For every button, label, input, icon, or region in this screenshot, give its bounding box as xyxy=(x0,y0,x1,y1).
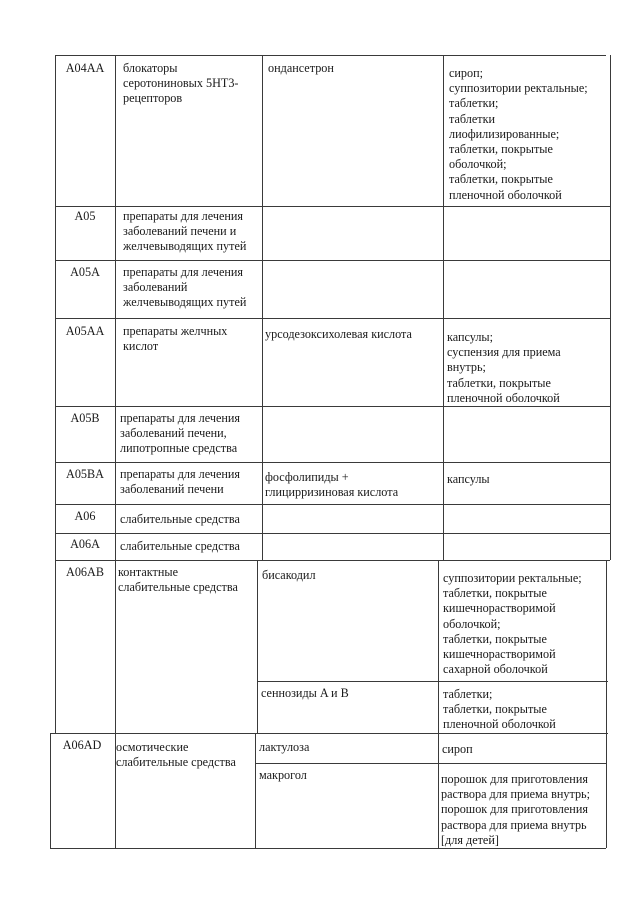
substance-cell: лактулоза xyxy=(259,740,310,754)
column-divider xyxy=(115,55,116,848)
atc-code-cell: A04AA xyxy=(65,61,105,75)
row-divider xyxy=(55,318,610,319)
substance-cell: урсодезоксихолевая кислота xyxy=(265,327,412,341)
pharmacological-group-cell: слабительные средства xyxy=(120,539,240,553)
dosage-form-cell: капсулы; суспензия для приема внутрь; таблетки, покрытые пленочной оболочкой xyxy=(447,330,561,405)
row-divider xyxy=(55,533,610,534)
pharmacological-group-cell: контактные слабительные средства xyxy=(118,565,238,595)
substance-cell: фосфолипиды + глицирризиновая кислота xyxy=(265,470,399,500)
dosage-form-cell: суппозитории ректальные; таблетки, покрытые кишечнорастворимой оболочкой; таблетки, покрытые кишечнорастворимой сахарной оболочкой xyxy=(443,571,582,677)
pharmacological-group-cell: препараты для лечения заболеваний печени xyxy=(120,467,241,497)
pharmacological-group-cell: препараты желчных кислот xyxy=(123,324,228,354)
table-border-right xyxy=(610,55,611,560)
pharmacological-group-cell: слабительные средства xyxy=(120,512,240,526)
atc-code-cell: A06AB xyxy=(66,565,104,579)
atc-code-cell: A05B xyxy=(70,411,100,425)
table-border-bottom xyxy=(50,848,606,849)
row-divider xyxy=(55,260,610,261)
table-border-left xyxy=(55,55,56,733)
atc-code-cell: A06AD xyxy=(62,738,102,752)
subrow-divider xyxy=(255,763,606,764)
atc-code-cell: A05 xyxy=(74,209,96,223)
atc-code-cell: A05AA xyxy=(65,324,105,338)
dosage-form-cell: сироп; суппозитории ректальные; таблетки; таблетки лиофилизированные; таблетки, покрытые оболочкой; таблетки, покрытые пленочной оболочкой xyxy=(449,66,588,202)
column-divider xyxy=(257,560,258,733)
dosage-form-cell: таблетки; таблетки, покрытые пленочной оболочкой xyxy=(443,687,556,732)
substance-cell: сеннозиды A и B xyxy=(261,686,349,700)
column-divider xyxy=(262,55,263,560)
row-divider xyxy=(55,560,610,561)
dosage-form-cell: капсулы xyxy=(447,472,490,486)
substance-cell: бисакодил xyxy=(262,568,316,582)
column-divider xyxy=(438,560,439,848)
column-divider xyxy=(255,733,256,848)
dosage-form-cell: сироп xyxy=(442,742,473,756)
dosage-form-cell: порошок для приготовления раствора для приема внутрь; порошок для приготовления раствора для приема внутрь [для детей] xyxy=(441,772,591,847)
substance-cell: макрогол xyxy=(259,768,307,782)
atc-code-cell: A06A xyxy=(70,537,100,551)
table-border-right xyxy=(606,560,607,848)
pharmacological-group-cell: препараты для лечения заболеваний печени и желчевыводящих путей xyxy=(123,209,247,254)
atc-code-cell: A05BA xyxy=(66,467,104,481)
row-divider xyxy=(55,462,610,463)
pharmacological-group-cell: препараты для лечения заболеваний печени, липотропные средства xyxy=(120,411,241,456)
atc-code-cell: A06 xyxy=(74,509,96,523)
row-divider xyxy=(50,733,608,734)
row-divider xyxy=(55,406,610,407)
subrow-divider xyxy=(257,681,608,682)
pharmacological-group-cell: препараты для лечения заболеваний желчевыводящих путей xyxy=(123,265,247,310)
atc-code-cell: A05A xyxy=(70,265,100,279)
pharmacological-group-cell: осмотические слабительные средства xyxy=(116,740,236,770)
table-border-left xyxy=(50,733,51,848)
pharmacological-group-cell: блокаторы серотониновых 5HT3- рецепторов xyxy=(123,61,239,106)
column-divider xyxy=(443,55,444,560)
row-divider xyxy=(55,504,610,505)
table-border-top xyxy=(55,55,606,56)
substance-cell: ондансетрон xyxy=(268,61,334,75)
row-divider xyxy=(55,206,610,207)
